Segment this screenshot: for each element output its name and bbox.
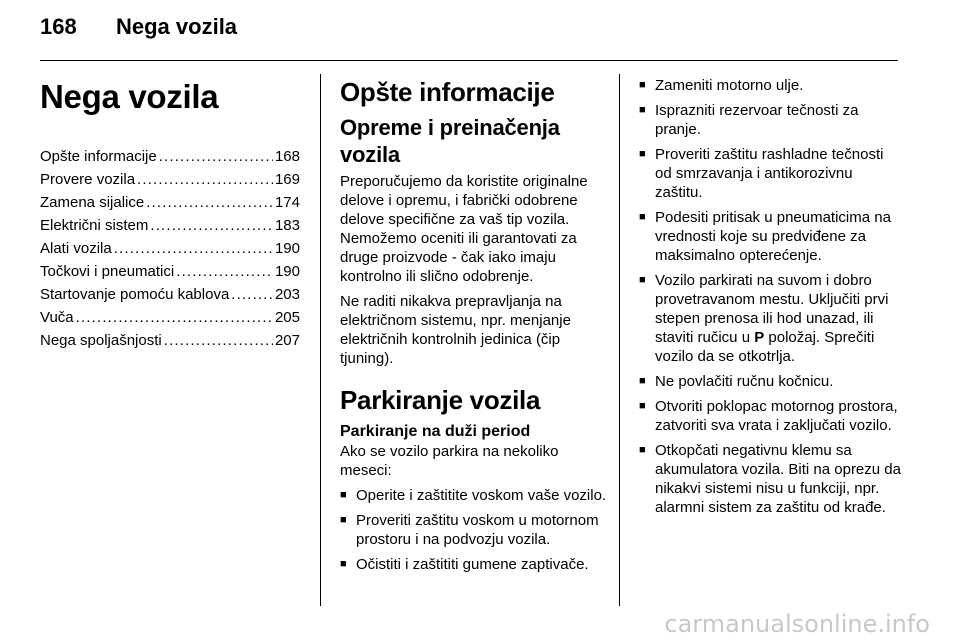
toc-item[interactable] xyxy=(40,214,300,237)
toc-leader-dots xyxy=(176,260,273,283)
column-divider xyxy=(320,74,321,606)
list-item xyxy=(639,271,901,366)
toc-item-label: Nega spoljašnjosti xyxy=(40,332,162,349)
toc-item-label: Električni sistem xyxy=(40,217,149,234)
toc-item-page: 169 xyxy=(274,171,300,188)
toc-item-label: Alati vozila xyxy=(40,240,112,257)
column-divider xyxy=(619,74,620,606)
toc-item-page: 205 xyxy=(274,309,300,326)
toc-item-label: Točkovi i pneumatici xyxy=(40,263,175,280)
toc-leader-dots xyxy=(76,306,273,329)
content-column-2 xyxy=(340,70,612,580)
toc-column xyxy=(40,70,300,352)
toc-leader-dots xyxy=(146,191,273,214)
list-item: ■ Isprazniti rezervoar tečnosti za pranje. xyxy=(639,101,901,139)
toc-item[interactable] xyxy=(40,237,300,260)
watermark: carmanualsonline.info xyxy=(664,610,930,638)
toc-item-page: 203 xyxy=(274,286,300,303)
toc-item-page: 190 xyxy=(274,263,300,280)
list-item: ■ Otvoriti poklopac motornog prostora, zatvoriti sva vrata i zaključati vozilo. xyxy=(639,397,901,435)
list-item: ■ Otkopčati negativnu klemu sa akumulatora vozila. Biti na oprezu da nikakvi sistemi nisu u funkciji, npr. alarmni sistem za zaštitu od krađe. xyxy=(639,441,901,517)
toc-leader-dots xyxy=(150,214,273,237)
toc-item-label: Vuča xyxy=(40,309,74,326)
bullet-list xyxy=(340,486,612,574)
toc-item[interactable] xyxy=(40,260,300,283)
list-item: ■ Proveriti zaštitu rashladne tečnosti od smrzavanja i antikorozivnu zaštitu. xyxy=(639,145,901,202)
subsection-heading-equipment: Opreme i preinačenja vozila xyxy=(340,115,560,167)
chapter-title: Nega vozila xyxy=(40,78,219,115)
list-item: ■ Očistiti i zaštititi gumene zaptivače. xyxy=(340,555,612,574)
section-heading-parking: Parkiranje vozila xyxy=(340,385,541,415)
toc-item[interactable] xyxy=(40,283,300,306)
toc-item-label: Provere vozila xyxy=(40,171,136,188)
toc-item-page: 168 xyxy=(274,148,300,165)
toc-leader-dots xyxy=(159,145,273,168)
list-item: ■ Operite i zaštitite voskom vaše vozilo. xyxy=(340,486,612,505)
paragraph: Preporučujemo da koristite originalne delove i opremu, i fabrički odobrene delove specifične za vaš tip vozila. Nemožemo oceniti ili garantovati za druge proizvode - čak iako imaju kontrolno ili slično odobrenje. xyxy=(340,173,588,285)
toc-item-page: 174 xyxy=(274,194,300,211)
toc-leader-dots xyxy=(137,168,273,191)
toc-item-page: 190 xyxy=(274,240,300,257)
text: Vozilo parkirati na suvom i dobro provetravanom mestu. Uključiti prvi stepen prenosa ili hod unazad, ili staviti ručicu u xyxy=(655,272,889,346)
section-heading-general: Opšte informacije xyxy=(340,77,555,107)
toc-list xyxy=(40,145,300,352)
toc-item-page: 183 xyxy=(274,217,300,234)
bullet-list xyxy=(639,76,901,517)
toc-item[interactable] xyxy=(40,329,300,352)
header-rule xyxy=(40,60,898,61)
list-item: ■ Ne povlačiti ručnu kočnicu. xyxy=(639,372,901,391)
list-item: ■ Zameniti motorno ulje. xyxy=(639,76,901,95)
paragraph: Ne raditi nikakva prepravljanja na električnom sistemu, npr. menjanje električnih kontrolnih jedinica (čip tjuning). xyxy=(340,293,571,367)
list-item: ■ Podesiti pritisak u pneumaticima na vrednosti koje su predviđene za maksimalno opterećenje. xyxy=(639,208,901,265)
toc-leader-dots xyxy=(114,237,273,260)
subsection-heading-long-parking: Parkiranje na duži period xyxy=(340,423,531,440)
toc-item-label: Opšte informacije xyxy=(40,148,157,165)
toc-item-page: 207 xyxy=(274,332,300,349)
gear-position-p: P xyxy=(754,329,765,346)
toc-leader-dots xyxy=(164,329,273,352)
toc-item[interactable] xyxy=(40,306,300,329)
toc-item[interactable] xyxy=(40,191,300,214)
toc-item-label: Startovanje pomoću kablova xyxy=(40,286,230,303)
text: položaj. Sprečiti vozilo da se otkotrlja. xyxy=(655,329,875,365)
list-item: ■ Proveriti zaštitu voskom u motornom prostoru i na podvozju vozila. xyxy=(340,511,612,549)
content-column-3 xyxy=(639,70,901,523)
toc-item-label: Zamena sijalice xyxy=(40,194,145,211)
toc-item[interactable] xyxy=(40,168,300,191)
running-title: Nega vozila xyxy=(116,14,238,39)
paragraph: Ako se vozilo parkira na nekoliko meseci: xyxy=(340,443,559,479)
page-number: 168 xyxy=(40,14,77,39)
toc-leader-dots xyxy=(231,283,273,306)
toc-item[interactable] xyxy=(40,145,300,168)
